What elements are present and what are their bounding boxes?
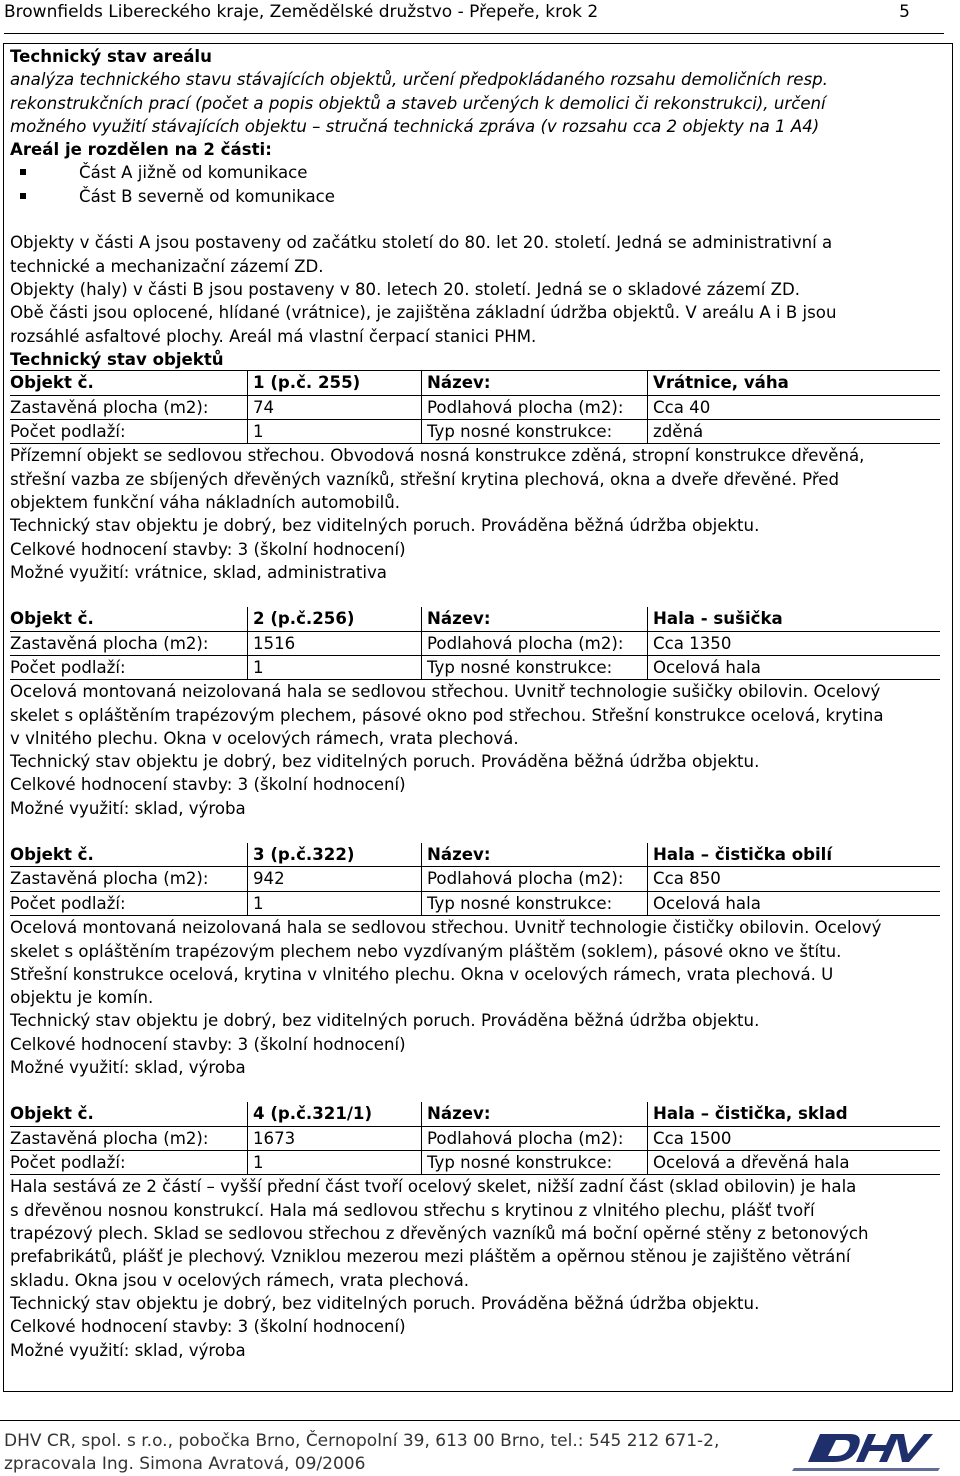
table-cell-divider [247, 607, 248, 631]
floors-value: 1 [253, 893, 264, 913]
table-cell-divider [421, 1151, 422, 1175]
object-name: Vrátnice, váha [653, 373, 789, 393]
structure-value: Ocelová hala [653, 893, 761, 913]
bullet-item: Část B severně od komunikace [10, 185, 900, 208]
table-cell-divider [247, 1102, 248, 1126]
footer-line-1: DHV CR, spol. s r.o., pobočka Brno, Černopolní 39, 613 00 Brno, tel.: 545 212 671-2, [4, 1431, 720, 1451]
object-description-line: Možné využití: sklad, výroba [10, 798, 246, 818]
object-number: 1 (p.č. 255) [253, 373, 361, 393]
object-table-row [10, 607, 900, 631]
spacer [10, 208, 900, 231]
table-cell-divider [647, 892, 648, 916]
name-label: Název: [427, 845, 491, 865]
object-description-line: Ocelová montovaná neizolovaná hala se sedlovou střechou. Uvnitř technologie sušičky obilovin. Ocelový [10, 682, 881, 702]
table-cell-divider [247, 867, 248, 891]
object-description-line: prefabrikátů, plášť je plechový. Vzniklou mezerou mezi pláštěm a opěrnou stěnou je zajištěno větrání [10, 1247, 851, 1267]
floor-area-value: Cca 850 [653, 869, 721, 889]
document-body [10, 45, 900, 1362]
object-number: 3 (p.č.322) [253, 845, 355, 865]
table-cell-divider [647, 1102, 648, 1126]
object-table-row [10, 371, 900, 395]
object-description-line: v vlnitého plechu. Okna v ocelových rámech, vrata plechová. [10, 728, 519, 748]
table-row-rule [10, 915, 940, 916]
table-cell-divider [647, 867, 648, 891]
object-table-row [10, 1151, 900, 1175]
object-table-row [10, 1127, 900, 1151]
table-cell-divider [421, 396, 422, 420]
object-name: Hala – čistička, sklad [653, 1104, 848, 1124]
object-number: 2 (p.č.256) [253, 609, 355, 629]
object-description-line: skelet s opláštěním trapézovým plechem nebo vyzdívaným pláštěm (soklem), pásové okno ve štítu. [10, 941, 842, 961]
footer-divider [0, 1420, 960, 1421]
page-header [4, 0, 944, 34]
structure-value: Ocelová hala [653, 657, 761, 677]
table-cell-divider [247, 396, 248, 420]
table-cell-divider [421, 843, 422, 867]
division-heading: Areál je rozdělen na 2 části: [10, 140, 272, 160]
italic-line: analýza technického stavu stávajících objektů, určení předpokládaného rozsahu demoličních resp. [10, 70, 828, 90]
object-table-row [10, 1102, 900, 1126]
table-cell-divider [421, 632, 422, 656]
object-description-line: Hala sestává ze 2 částí – vyšší přední část tvoří ocelový skelet, nižší zadní část (sklad obilovin) je hala [10, 1177, 857, 1197]
floors-value: 1 [253, 421, 264, 441]
object-description-line: Technický stav objektu je dobrý, bez viditelných poruch. Prováděna běžná údržba objektu. [10, 1293, 760, 1313]
object-table-row [10, 420, 900, 444]
spacer [10, 820, 900, 843]
floor-area-label: Podlahová plocha (m2): [427, 397, 624, 417]
object-description-line: Přízemní objekt se sedlovou střechou. Obvodová nosná konstrukce zděná, stropní konstrukce dřevěná, [10, 446, 865, 466]
italic-line: rekonstrukčních prací (počet a popis objektů a staveb určených k demolici či rekonstrukci), určení [10, 93, 826, 113]
footer-line-2: zpracovala Ing. Simona Avratová, 09/2006 [4, 1454, 366, 1474]
name-label: Název: [427, 1104, 491, 1124]
built-area-label: Zastavěná plocha (m2): [10, 869, 209, 889]
object-label: Objekt č. [10, 609, 94, 629]
object-description-line: objektu je komín. [10, 988, 154, 1008]
floors-label: Počet podlaží: [10, 421, 126, 441]
table-cell-divider [421, 420, 422, 444]
structure-label: Typ nosné konstrukce: [427, 657, 613, 677]
object-number: 4 (p.č.321/1) [253, 1104, 373, 1124]
object-table-row [10, 867, 900, 891]
object-description-line: Možné využití: vrátnice, sklad, administrativa [10, 562, 387, 582]
floor-area-label: Podlahová plocha (m2): [427, 633, 624, 653]
object-description-line: Možné využití: sklad, výroba [10, 1340, 246, 1360]
table-cell-divider [247, 420, 248, 444]
table-cell-divider [647, 607, 648, 631]
table-cell-divider [421, 371, 422, 395]
object-label: Objekt č. [10, 845, 94, 865]
table-cell-divider [247, 632, 248, 656]
table-row-rule [10, 679, 940, 680]
built-area-label: Zastavěná plocha (m2): [10, 1128, 209, 1148]
table-cell-divider [647, 656, 648, 680]
object-description-line: Ocelová montovaná neizolovaná hala se sedlovou střechou. Uvnitř technologie čističky obilovin. Ocelový [10, 918, 882, 938]
paragraph-line: rozsáhlé asfaltové plochy. Areál má vlastní čerpací stanici PHM. [10, 326, 537, 346]
table-cell-divider [421, 1127, 422, 1151]
table-cell-divider [421, 867, 422, 891]
built-area-label: Zastavěná plocha (m2): [10, 633, 209, 653]
floor-area-value: Cca 40 [653, 397, 711, 417]
table-cell-divider [647, 420, 648, 444]
structure-label: Typ nosné konstrukce: [427, 893, 613, 913]
floors-value: 1 [253, 1153, 264, 1173]
table-cell-divider [247, 371, 248, 395]
table-cell-divider [647, 632, 648, 656]
floors-value: 1 [253, 657, 264, 677]
page-number: 5 [899, 2, 910, 22]
object-description-line: Celkové hodnocení stavby: 3 (školní hodnocení) [10, 775, 406, 795]
built-area-value: 942 [253, 869, 285, 889]
floor-area-value: Cca 1500 [653, 1128, 732, 1148]
paragraph-line: Objekty (haly) v části B jsou postaveny v 80. letech 20. století. Jedná se o skladové zázemí ZD. [10, 279, 800, 299]
table-row-rule [10, 443, 940, 444]
object-description-line: Celkové hodnocení stavby: 3 (školní hodnocení) [10, 1317, 406, 1337]
object-label: Objekt č. [10, 373, 94, 393]
object-description-line: skelet s opláštěním trapézovým plechem, pásové okno pod střechou. Střešní konstrukce ocelová, krytina [10, 705, 884, 725]
paragraph-line: Objekty v části A jsou postaveny od začátku století do 80. let 20. století. Jedná se administrativní a [10, 233, 833, 253]
object-description-line: Celkové hodnocení stavby: 3 (školní hodnocení) [10, 1034, 406, 1054]
structure-label: Typ nosné konstrukce: [427, 1153, 613, 1173]
floors-label: Počet podlaží: [10, 893, 126, 913]
table-cell-divider [647, 1151, 648, 1175]
italic-line: možného využití stávajících objektu – stručná technická zpráva (v rozsahu cca 2 objekty na 1 A4) [10, 116, 820, 136]
structure-label: Typ nosné konstrukce: [427, 421, 613, 441]
object-description-line: Střešní konstrukce ocelová, krytina v vlnitého plechu. Okna v ocelových rámech, vrata plechová. U [10, 964, 834, 984]
bullet-item: Část A jižně od komunikace [10, 161, 900, 184]
table-row-rule [10, 1174, 940, 1175]
table-cell-divider [647, 1127, 648, 1151]
section-heading: Technický stav areálu [10, 47, 212, 66]
table-cell-divider [247, 1127, 248, 1151]
spacer [10, 1079, 900, 1102]
structure-value: Ocelová a dřevěná hala [653, 1153, 850, 1173]
spacer [10, 584, 900, 607]
built-area-label: Zastavěná plocha (m2): [10, 397, 209, 417]
object-description-line: střešní vazba ze sbíjených dřevěných vazníků, střešní krytina plechová, okna a dveře dřevěné. Před [10, 469, 840, 489]
object-description-line: Technický stav objektu je dobrý, bez viditelných poruch. Prováděna běžná údržba objektu. [10, 1011, 760, 1031]
object-description-line: s dřevěnou nosnou konstrukcí. Hala má sedlovou střechu s krytinou z vlnitého plechu, plášť tvoří [10, 1200, 815, 1220]
object-table-row [10, 656, 900, 680]
object-table-row [10, 396, 900, 420]
object-table-row [10, 632, 900, 656]
page-footer [4, 1430, 719, 1476]
table-cell-divider [647, 843, 648, 867]
table-cell-divider [421, 607, 422, 631]
structure-value: zděná [653, 421, 704, 441]
object-description-line: trapézový plech. Sklad se sedlovou střechou z dřevěných vazníků má boční opěrné stěny z betonových [10, 1224, 869, 1244]
object-name: Hala - sušička [653, 609, 783, 629]
floors-label: Počet podlaží: [10, 1153, 126, 1173]
object-table-row [10, 892, 900, 916]
table-cell-divider [247, 1151, 248, 1175]
object-label: Objekt č. [10, 1104, 94, 1124]
object-description-line: Celkové hodnocení stavby: 3 (školní hodnocení) [10, 539, 406, 559]
object-description-line: skladu. Okna jsou v ocelových rámech, vrata plechová. [10, 1270, 470, 1290]
object-table-row [10, 843, 900, 867]
floors-label: Počet podlaží: [10, 657, 126, 677]
object-description-line: objektem funkční váha nákladních automobilů. [10, 492, 401, 512]
table-cell-divider [421, 892, 422, 916]
table-cell-divider [247, 892, 248, 916]
floor-area-label: Podlahová plocha (m2): [427, 869, 624, 889]
table-cell-divider [421, 656, 422, 680]
objects-heading: Technický stav objektů [10, 348, 940, 371]
table-cell-divider [647, 396, 648, 420]
object-name: Hala – čistička obilí [653, 845, 833, 865]
name-label: Název: [427, 609, 491, 629]
paragraph-line: Obě části jsou oplocené, hlídané (vrátnice), je zajištěna základní údržba objektů. V areálu A i B jsou [10, 303, 837, 323]
object-description-line: Technický stav objektu je dobrý, bez viditelných poruch. Prováděna běžná údržba objektu. [10, 752, 760, 772]
built-area-value: 1673 [253, 1128, 296, 1148]
table-cell-divider [247, 843, 248, 867]
floor-area-label: Podlahová plocha (m2): [427, 1128, 624, 1148]
object-description-line: Možné využití: sklad, výroba [10, 1058, 246, 1078]
object-description-line: Technický stav objektu je dobrý, bez viditelných poruch. Prováděna běžná údržba objektu. [10, 516, 760, 536]
table-cell-divider [647, 371, 648, 395]
document-title: Brownfields Libereckého kraje, Zemědělské družstvo - Přepeře, krok 2 [4, 2, 599, 22]
floor-area-value: Cca 1350 [653, 633, 732, 653]
built-area-value: 1516 [253, 633, 296, 653]
built-area-value: 74 [253, 397, 275, 417]
paragraph-line: technické a mechanizační zázemí ZD. [10, 256, 324, 276]
table-cell-divider [421, 1102, 422, 1126]
table-cell-divider [247, 656, 248, 680]
name-label: Název: [427, 373, 491, 393]
dhv-logo [790, 1426, 950, 1472]
objects-list [10, 371, 900, 1362]
